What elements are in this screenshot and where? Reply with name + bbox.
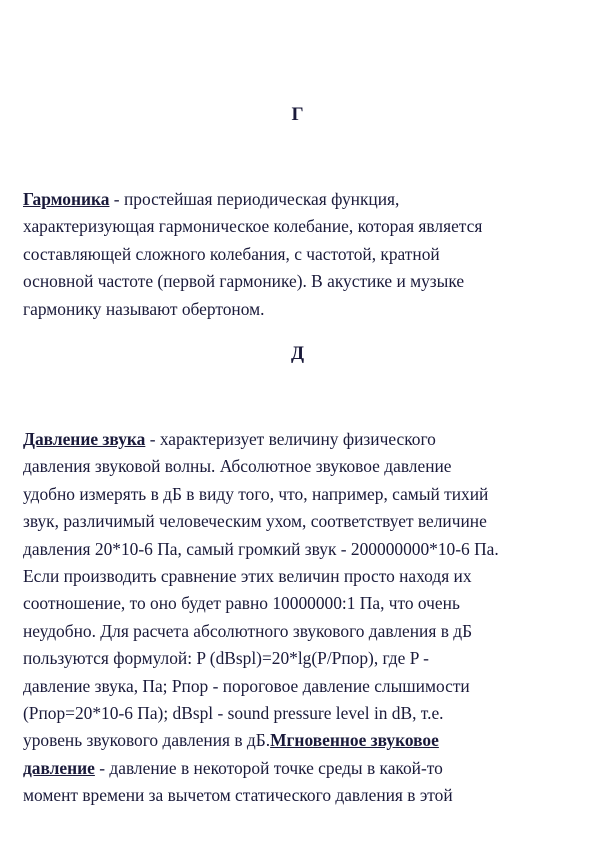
definition-text: пользуются формулой: P (dBspl)=20*lg(P/Pпор), где P - xyxy=(23,648,429,669)
definition-text: составляющей сложного колебания, с частотой, кратной xyxy=(23,243,440,264)
definition-text: гармонику называют обертоном. xyxy=(23,298,265,319)
definition-text: уровень звукового давления в дБ. xyxy=(23,730,271,751)
definition-text: (Pпор=20*10-6 Па); dBspl - sound pressure level in dB, т.е. xyxy=(23,703,444,724)
text-line xyxy=(23,563,575,590)
text-line xyxy=(23,700,575,727)
text-line xyxy=(23,481,575,508)
text-line xyxy=(23,673,575,700)
definition-text: - давление в некоторой точке среды в какой-то xyxy=(94,757,443,778)
text-line xyxy=(23,296,575,323)
text-line xyxy=(23,727,575,754)
text-line xyxy=(23,536,575,563)
text-line xyxy=(23,755,575,782)
glossary-entry-paragraph xyxy=(23,186,575,323)
definition-text: - простейшая периодическая функция, xyxy=(109,189,400,209)
text-line xyxy=(23,782,575,809)
definition-text: основной частоте (первой гармонике). В акустике и музыке xyxy=(23,271,465,292)
text-line xyxy=(23,213,575,240)
text-line xyxy=(23,453,575,480)
definition-text: удобно измерять в дБ в виду того, что, например, самый тихий xyxy=(23,483,489,504)
definition-text: - характеризует величину физического xyxy=(145,429,436,449)
definition-text: давления 20*10-6 Па, самый громкий звук - 200000000*10-6 Па. xyxy=(23,538,499,559)
text-line xyxy=(23,268,575,295)
text-line xyxy=(23,508,575,535)
definition-text: давление звука, Па; Pпор - пороговое давление слышимости xyxy=(23,675,470,696)
text-line xyxy=(23,645,575,672)
section-letter-heading: Г xyxy=(291,104,304,125)
text-line xyxy=(23,186,575,213)
definition-text: звук, различимый человеческим ухом, соответствует величине xyxy=(23,511,487,532)
definition-text: соотношение, то оно будет равно 10000000:1 Па, что очень xyxy=(23,593,460,614)
glossary-term: Давление звука xyxy=(23,429,146,449)
text-line xyxy=(23,241,575,268)
definition-text: характеризующая гармоническое колебание, которая является xyxy=(23,216,483,237)
glossary-term: Гармоника xyxy=(23,189,110,209)
text-line xyxy=(23,618,575,645)
section-letter-heading: Д xyxy=(290,343,305,364)
text-line xyxy=(23,426,575,453)
glossary-term: Мгновенное звуковое xyxy=(270,730,439,751)
definition-text: неудобно. Для расчета абсолютного звукового давления в дБ xyxy=(23,620,473,641)
definition-text: Если производить сравнение этих величин просто находя их xyxy=(23,566,472,587)
glossary-term: давление xyxy=(23,757,95,778)
glossary-entry-paragraph xyxy=(23,426,575,810)
definition-text: давления звуковой волны. Абсолютное звуковое давление xyxy=(23,456,452,477)
text-line xyxy=(23,590,575,617)
definition-text: момент времени за вычетом статического давления в этой xyxy=(23,785,453,806)
